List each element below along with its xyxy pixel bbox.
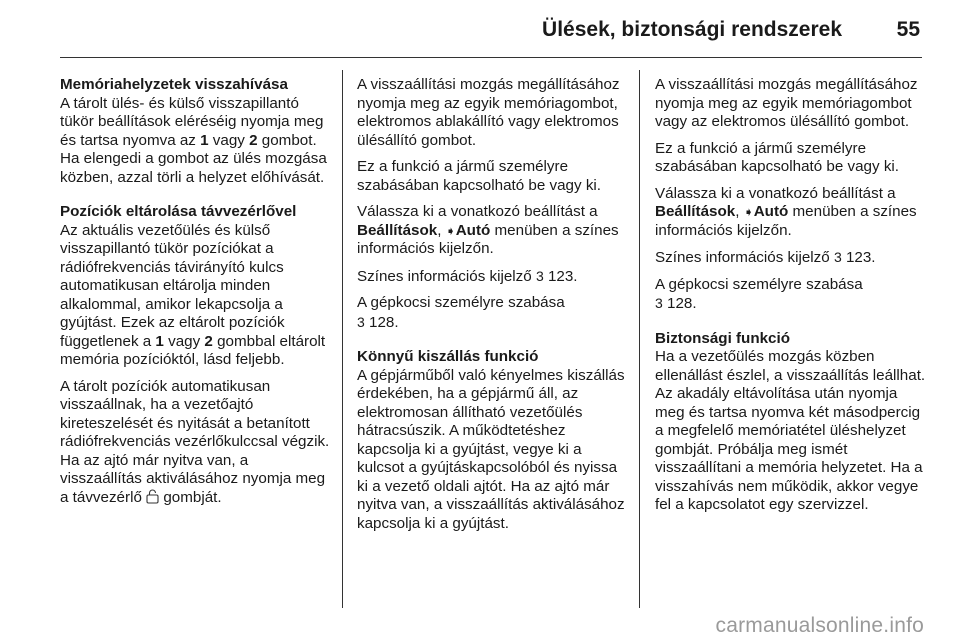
page-ref: 3 (357, 313, 365, 330)
easy-exit-section: Könnyű kiszállás funkció A gépjárműből való kényelmes kiszállás érdekében, ha a gépjármű áll, az elektromosan állítható vezetőülés hátracsúszik. A működtetéshez kapcsolja ki a gyújtást, vegye ki a kulcsot a gyújtáskapcsolóból és nyissa ki a vezető oldali ajtót. Ha az ajtó már nyitva van, a visszaállítás aktiválásához kapcsolja ki a gyújtást. (357, 348, 629, 533)
page-ref: 3 (535, 267, 544, 284)
column-1 (60, 76, 332, 515)
remote-store-section: Pozíciók eltárolása távvezérlővel Az aktuális vezetőülés és külső visszapillantó tükör pozíciókat a rádiófrekvenciás távirányító kulcs automatikusan eltárolja minden alkalommal, amikor lekapcsolja a gyújtást. Ezek az eltárolt pozíciók függetlenek a 1 vagy 2 gombbal eltárolt memória pozícióktól, lásd feljebb. (60, 203, 332, 370)
memory-recall-section: Memóriahelyzetek visszahívása A tárolt ülés- és külső visszapillantó tükör beállítások eléréséig nyomja meg és tartsa nyomva az 1 vagy 2 gombot. Ha elengedi a gombot az ülés mozgása közben, azzal törli a helyzet előhívását. (60, 76, 332, 187)
page-ref: 3 (655, 295, 663, 311)
right-arrow-icon: ➧ (445, 223, 456, 238)
column-divider-1 (342, 70, 343, 608)
column-2: A visszaállítási mozgás megállításához nyomja meg az egyik memóriagombot, elektromos ablakállító vagy elektromos ülésállító gombot. Ez a funkció a jármű személyre szabásában kapcsolható be vagy ki. Válassza ki a vonatkozó beállítást a Beállítások, ➧Autó menüben a színes információs kijelzőn. Színes információs kijelző 3 123. A gépkocsi személyre szabása 3 128. Könnyű kiszállás funkció A gépjárműből való kényelmes kiszállás érdekében, ha a gépjármű áll, az elektromosan állítható vezetőülés hátracsúszik. A működtetéshez kapcsolja ki a gyújtást, vegye ki a kulcsot a gyújtáskapcsolóból és nyissa ki a vezető oldali ajtót. Ha az ajtó már nyitva van, a visszaállítás aktiválásához kapcsolja ki a gyújtást. (357, 76, 629, 541)
page-header (0, 0, 960, 56)
section-heading: Könnyű kiszállás funkció (357, 348, 539, 365)
unlock-key-icon (146, 489, 159, 506)
column-3: A visszaállítási mozgás megállításához nyomja meg az egyik memóriagombot vagy az elektromos ülésállító gombot. Ez a funkció a jármű személyre szabásában kapcsolható be vagy ki. Válassza ki a vonatkozó beállítást a Beállítások, ➧Autó menüben a színes információs kijelzőn. Színes információs kijelző 3 123. A gépkocsi személyre szabása 3 128. Biztonsági funkció Ha a vezetőülés mozgás közben ellenállást észlel, a visszaállítás leállhat. Az akadály eltávolítása után nyomja meg és tartsa nyomva két másodpercig a megfelelő memóriatétel üléshelyzet gombját. Próbálja meg ismét visszaállítani a memória helyzetet. Ha a visszahívás nem működik, akkor vegye fel a kapcsolatot egy szervizzel. (655, 76, 926, 513)
watermark: carmanualsonline.info (715, 614, 924, 637)
section-heading: Biztonsági funkció (655, 329, 791, 347)
column-divider-2 (639, 70, 640, 608)
header-divider (60, 57, 922, 58)
page-title: Ülések, biztonsági rendszerek (542, 18, 842, 41)
right-arrow-icon: ➧ (743, 205, 754, 219)
section-heading: Pozíciók eltárolása távvezérlővel (60, 203, 297, 220)
section-heading: Memóriahelyzetek visszahívása (60, 76, 288, 93)
page-number: 55 (896, 18, 920, 41)
remote-restore-paragraph: A tárolt pozíciók automatikusan visszaállnak, ha a vezetőajtó kireteszelését és nyitását a betanított rádiófrekvenciás vezérlőkulccsal végzik. Ha az ajtó már nyitva van, a visszaállítás aktiválásához nyomja meg a távvezérlő gombját. (60, 377, 330, 506)
safety-function-section: Biztonsági funkció Ha a vezetőülés mozgás közben ellenállást észlel, a visszaállítás leállhat. Az akadály eltávolítása után nyomja meg és tartsa nyomva két másodpercig a megfelelő memóriatétel üléshelyzet gombját. Próbálja meg ismét visszaállítani a memória helyzetet. Ha a visszahívás nem működik, akkor vegye fel a kapcsolatot egy szervizzel. (655, 329, 926, 513)
page-ref: 3 (833, 249, 842, 265)
